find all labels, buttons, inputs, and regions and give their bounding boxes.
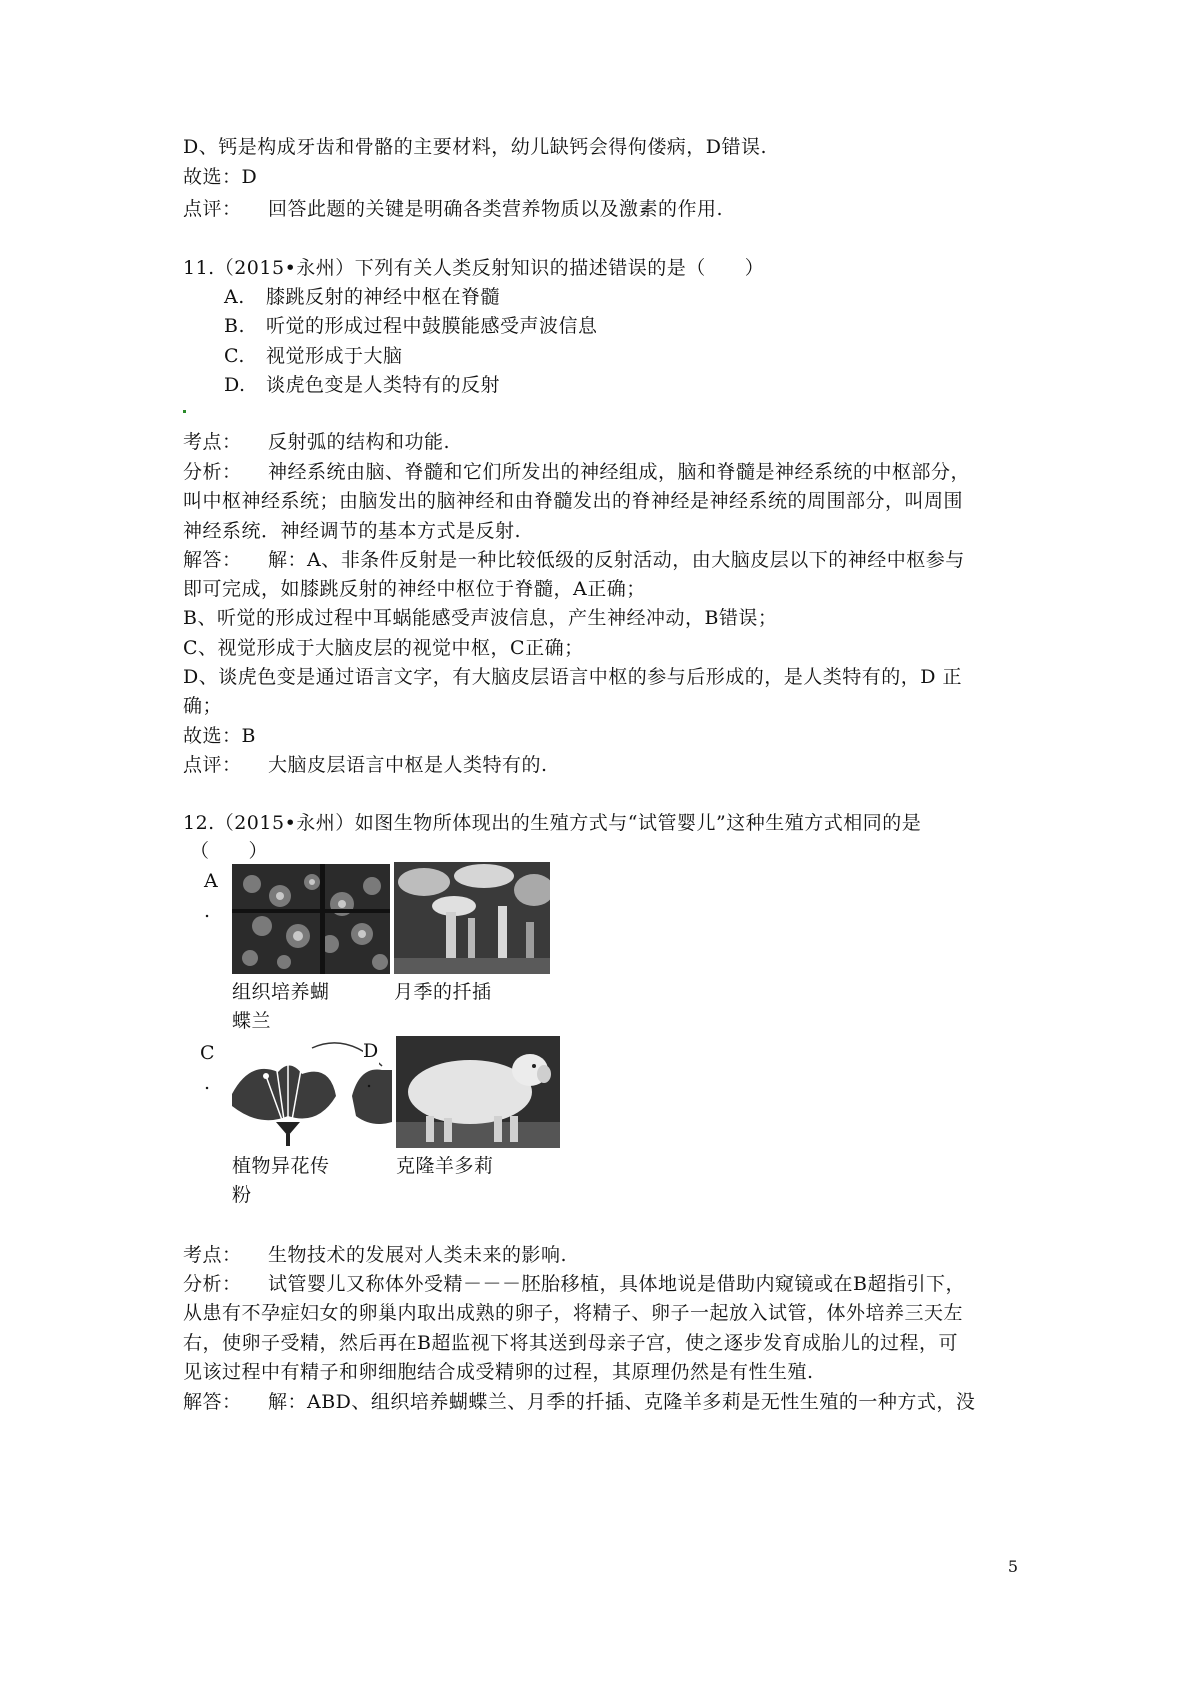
text-line: 即可完成，如膝跳反射的神经中枢位于脊髓，A正确； [183,578,646,600]
caption-a-line2: 蝶兰 [232,1010,272,1032]
text-line: 从患有不孕症妇女的卵巢内取出成熟的卵子，将精子、卵子一起放入试管，体外培养三天左 [183,1302,964,1324]
text-line [183,1387,975,1417]
text-line: D、钙是构成牙齿和骨骼的主要材料，幼儿缺钙会得佝偻病，D错误. [183,136,768,158]
text-line: 确； [183,695,223,717]
text-line: 故选：D [183,166,258,188]
caption-a-line1: 组织培养蝴 [232,981,330,1003]
option-text: 听觉的形成过程中鼓膜能感受声波信息 [266,315,598,337]
text-line: 神经系统．神经调节的基本方式是反射. [183,520,522,542]
orchid-photo [232,864,390,974]
label: 考点： [183,1244,242,1266]
dolly-sheep-photo [396,1036,560,1148]
label: 点评： [183,198,242,220]
option-d-letter: D [363,1036,379,1066]
option-c-letter: C [200,1042,216,1064]
text-line: C、视觉形成于大脑皮层的视觉中枢，C正确； [183,637,584,659]
caption-b: 月季的扦插 [394,981,492,1003]
label: 解答： [183,549,242,571]
text-line [183,750,548,780]
text-line [183,545,965,575]
text-line: D、谈虎色变是通过语言文字，有大脑皮层语言中枢的参与后形成的，是人类特有的，D 正 [183,666,963,688]
text: 试管婴儿又称体外受精－－－胚胎移植，具体地说是借助内窥镜或在B超指引下， [268,1273,965,1295]
text-line: 右，使卵子受精，然后再在B超监视下将其送到母亲子宫，使之逐步发育成胎儿的过程，可 [183,1332,958,1354]
rose-cutting-photo [394,862,550,974]
option-key: A. [224,286,245,308]
text-line [183,1269,965,1299]
text: 大脑皮层语言中枢是人类特有的. [268,754,548,776]
label: 分析： [183,1273,242,1295]
option-text: 谈虎色变是人类特有的反射 [266,374,501,396]
text: 回答此题的关键是明确各类营养物质以及激素的作用. [268,198,724,220]
text-line [183,457,970,487]
option-key: C. [224,345,245,367]
option-a-letter: A [204,870,219,892]
label: 考点： [183,431,242,453]
option-dot: . [366,1070,373,1092]
text-line [183,194,723,224]
option-c [224,341,403,371]
option-text: 视觉形成于大脑 [266,345,403,367]
question-title: 12.（2015•永州）如图生物所体现出的生殖方式与“试管婴儿”这种生殖方式相同的是 [183,812,922,834]
option-b [224,311,598,341]
text-line: B、听觉的形成过程中耳蜗能感受声波信息，产生神经冲动，B错误； [183,607,778,629]
option-dot: . [204,1072,211,1094]
label: 分析： [183,461,242,483]
text: 神经系统由脑、脊髓和它们所发出的神经组成，脑和脊髓是神经系统的中枢部分， [268,461,971,483]
label: 解答： [183,1391,242,1413]
text-line: 见该过程中有精子和卵细胞结合成受精卵的过程，其原理仍然是有性生殖. [183,1361,814,1383]
option-d [224,370,500,400]
option-dot: . [204,900,211,922]
text-line [183,1240,567,1270]
text: 反射弧的结构和功能. [268,431,451,453]
green-dot [183,410,186,413]
option-a [224,282,500,312]
page-number: 5 [1007,1557,1018,1576]
text: 解：A、非条件反射是一种比较低级的反射活动，由大脑皮层以下的神经中枢参与 [268,549,965,571]
option-key: D. [224,374,246,396]
question-title-paren: （ ） [190,840,269,862]
text: 解：ABD、组织培养蝴蝶兰、月季的扦插、克隆羊多莉是无性生殖的一种方式，没 [268,1391,976,1413]
text-line: 故选：B [183,725,256,747]
text-line [183,427,450,457]
caption-c-line1: 植物异花传 [232,1155,330,1177]
option-text: 膝跳反射的神经中枢在脊髓 [266,286,501,308]
label: 点评： [183,754,242,776]
caption-c-line2: 粉 [232,1184,252,1206]
text: 生物技术的发展对人类未来的影响. [268,1244,568,1266]
question-title: 11.（2015•永州）下列有关人类反射知识的描述错误的是（ ） [183,257,765,279]
text-line: 叫中枢神经系统；由脑发出的脑神经和由脊髓发出的脊神经是神经系统的周围部分，叫周围 [183,490,964,512]
caption-d: 克隆羊多莉 [396,1155,494,1177]
option-key: B. [224,315,246,337]
